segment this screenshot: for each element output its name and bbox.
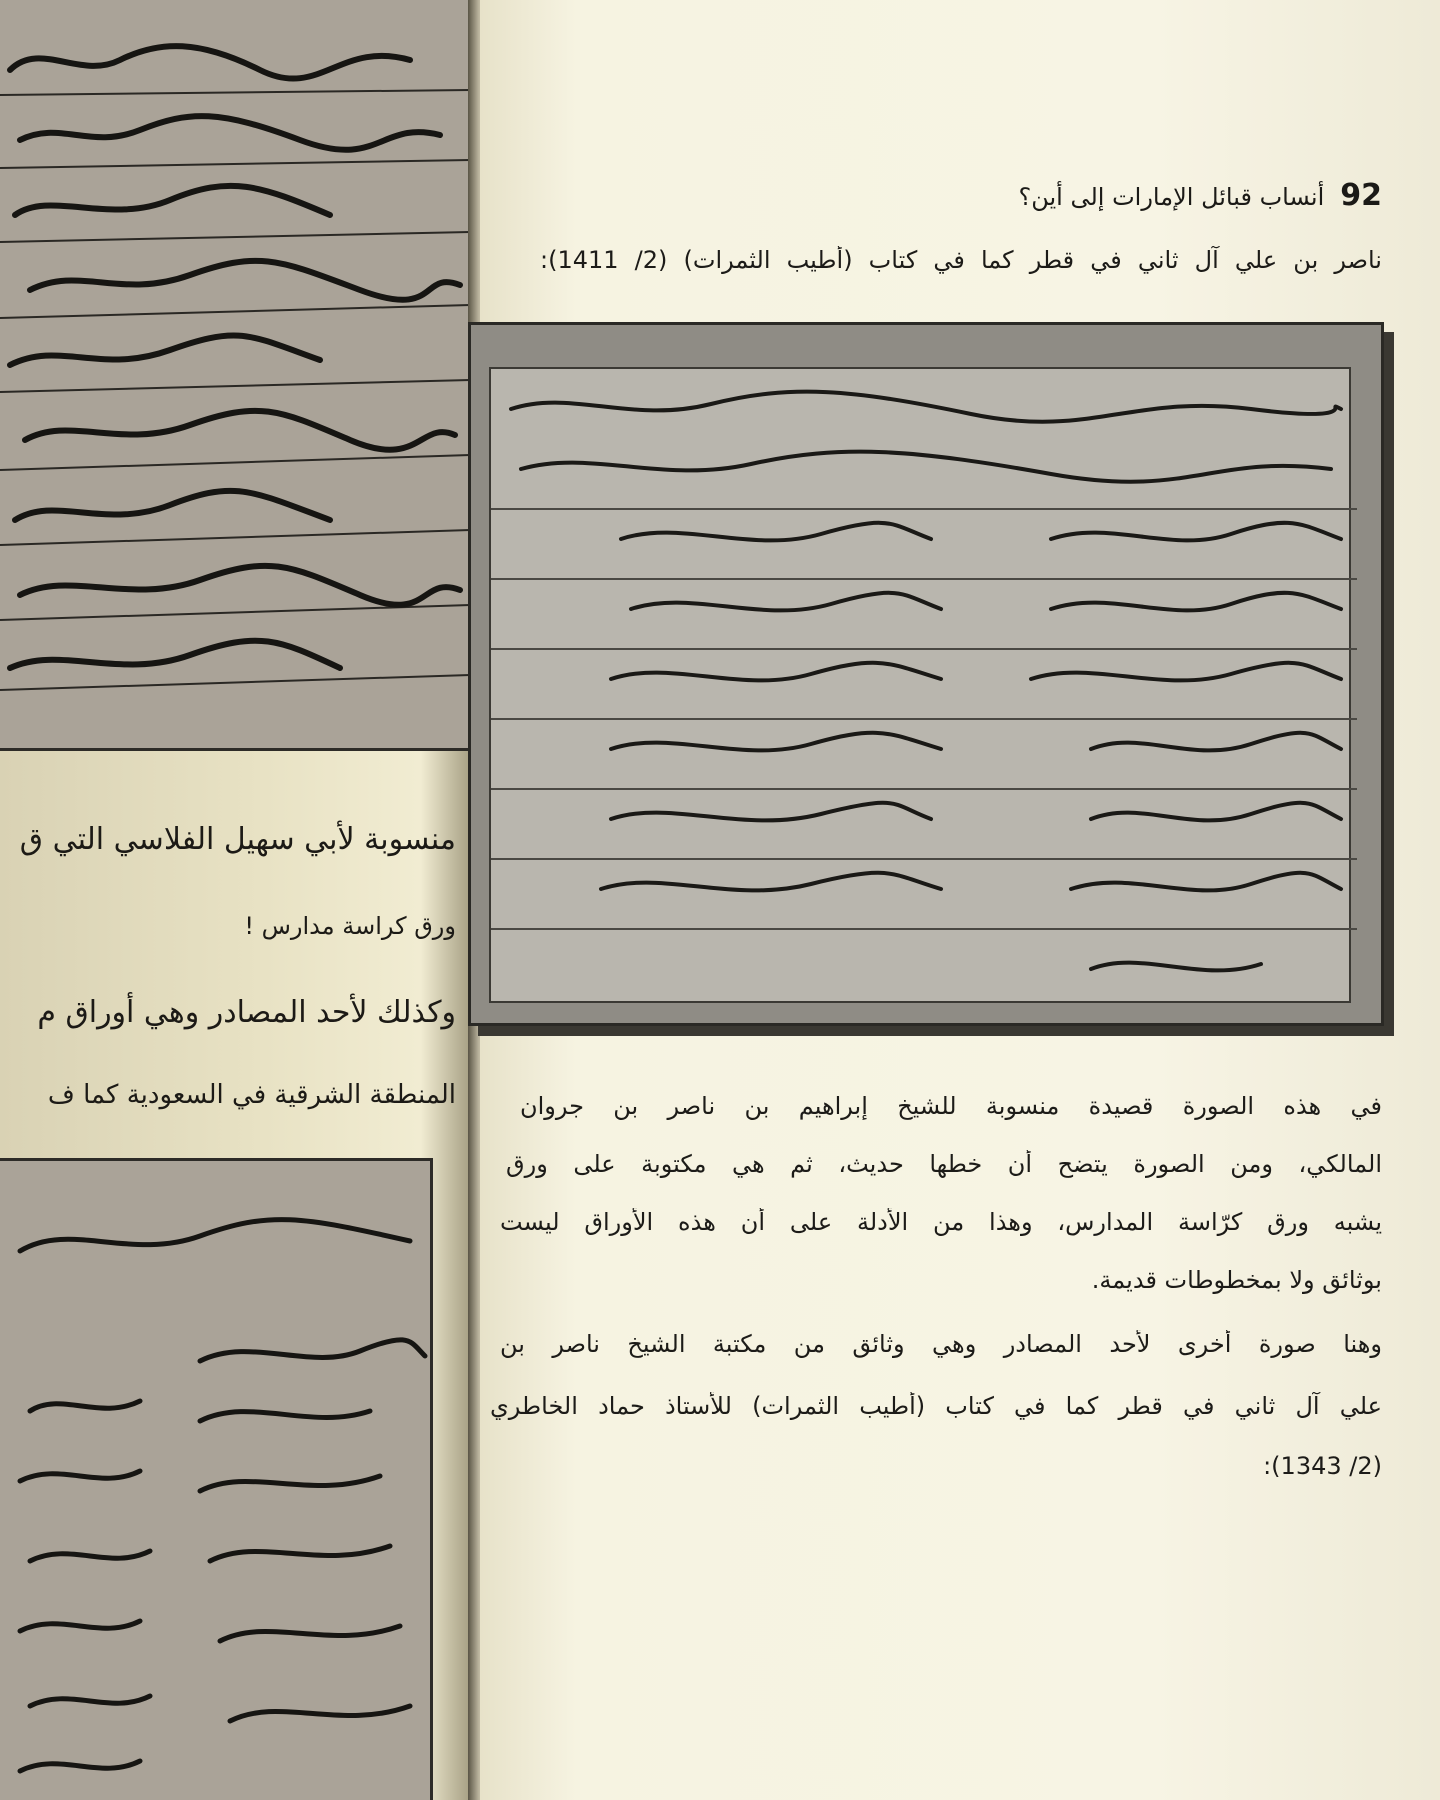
figure-manuscript-sheet: [489, 367, 1351, 1003]
running-title: أنساب قبائل الإمارات إلى أين؟: [1018, 183, 1325, 211]
paragraph-2-line-2: علي آل ثاني في قطر كما في كتاب (أطيب الثمرات) للأستاذ حماد الخاطري: [490, 1392, 1382, 1420]
paragraph-2-line-1: وهنا صورة أخرى لأحد المصادر وهي وثائق من مكتبة الشيخ ناصر بن: [500, 1330, 1382, 1358]
paragraph-1-line-1: في هذه الصورة قصيدة منسوبة للشيخ إبراهيم بن ناصر بن جروان: [520, 1092, 1382, 1120]
left-caption-line-3: وكذلك لأحد المصادر وهي أوراق م: [37, 995, 456, 1030]
figure-frame: [468, 322, 1384, 1026]
paragraph-1-line-3: يشبه ورق كرّاسة المدارس، وهذا من الأدلة على أن هذه الأوراق ليست: [500, 1208, 1382, 1236]
paragraph-1-line-2: المالكي، ومن الصورة يتضح أن خطها حديث، ثم هي مكتوبة على ورق: [506, 1150, 1382, 1178]
manuscript-figure: [468, 322, 1384, 1026]
left-manuscript-image-top: [0, 0, 473, 751]
page-header: [1018, 178, 1382, 213]
left-caption-line-4: المنطقة الشرقية في السعودية كما ف: [47, 1080, 456, 1110]
intro-line: ناصر بن علي آل ثاني في قطر كما في كتاب (أطيب الثمرات) (2/ 1411):: [540, 246, 1382, 274]
paragraph-2-line-3: (2/ 1343):: [1263, 1452, 1382, 1480]
left-manuscript-image-bottom: [0, 1158, 433, 1800]
left-caption-line-2: ورق كراسة مدارس !: [244, 912, 456, 940]
paragraph-1-line-4: بوثائق ولا بمخطوطات قديمة.: [1091, 1266, 1382, 1294]
page-number: 92: [1340, 178, 1382, 213]
left-page: [0, 0, 478, 1800]
left-caption-line-1: منسوبة لأبي سهيل الفلاسي التي ق: [19, 822, 456, 857]
